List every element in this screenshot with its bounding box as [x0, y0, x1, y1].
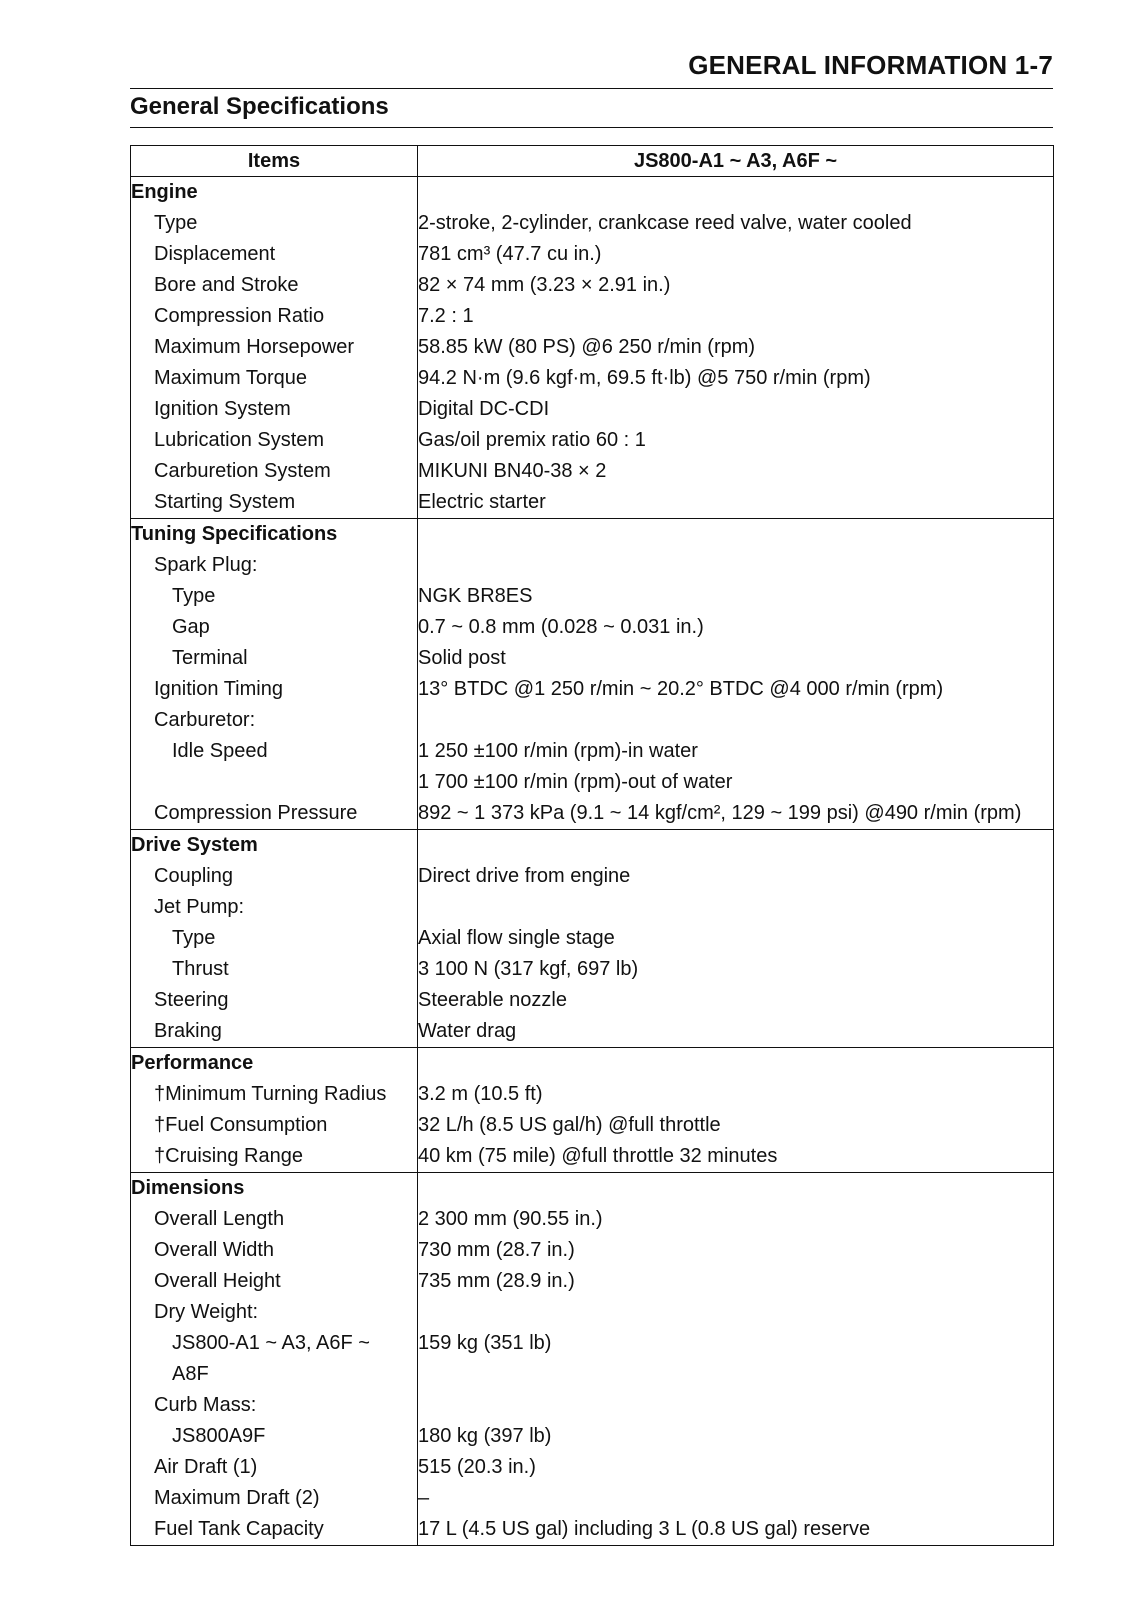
spec-label: Coupling [131, 861, 418, 892]
table-row [131, 1514, 1054, 1546]
spec-label: Overall Length [131, 1204, 418, 1235]
table-row [131, 425, 1054, 456]
spec-label: Braking [131, 1016, 418, 1048]
spec-label: Type [131, 208, 418, 239]
spec-value: MIKUNI BN40-38 × 2 [418, 456, 1054, 487]
spec-value: 0.7 ~ 0.8 mm (0.028 ~ 0.031 in.) [418, 612, 1054, 643]
spec-label: Maximum Torque [131, 363, 418, 394]
table-row [131, 1141, 1054, 1173]
table-row [131, 1297, 1054, 1328]
column-header-model: JS800-A1 ~ A3, A6F ~ [418, 146, 1054, 177]
spec-label [131, 1328, 418, 1390]
table-row [131, 363, 1054, 394]
spec-label: Curb Mass: [131, 1390, 418, 1421]
spec-label: Compression Pressure [131, 798, 418, 830]
spec-value: 2-stroke, 2-cylinder, crankcase reed valve, water cooled [418, 208, 1054, 239]
spec-label: Compression Ratio [131, 301, 418, 332]
spec-label: Fuel Tank Capacity [131, 1514, 418, 1546]
spec-label: JS800A9F [131, 1421, 418, 1452]
spec-value: – [418, 1483, 1054, 1514]
table-row [131, 270, 1054, 301]
table-row [131, 1483, 1054, 1514]
spec-value: Electric starter [418, 487, 1054, 519]
spec-label: †Minimum Turning Radius [131, 1079, 418, 1110]
table-row [131, 1452, 1054, 1483]
performance-section [131, 1048, 1054, 1173]
table-row [131, 1266, 1054, 1297]
table-row [131, 1048, 1054, 1080]
spec-value: 7.2 : 1 [418, 301, 1054, 332]
spec-value: 40 km (75 mile) @full throttle 32 minutes [418, 1141, 1054, 1173]
table-row [131, 519, 1054, 551]
table-row [131, 1328, 1054, 1390]
spec-label: Bore and Stroke [131, 270, 418, 301]
idle-in-water: 1 250 ±100 r/min (rpm)-in water [418, 740, 698, 762]
spec-label: Ignition System [131, 394, 418, 425]
header-rule [130, 88, 1053, 89]
spec-label: Maximum Draft (2) [131, 1483, 418, 1514]
table-row [131, 208, 1054, 239]
spec-label: Maximum Horsepower [131, 332, 418, 363]
category-label: Dimensions [131, 1173, 418, 1205]
table-row [131, 239, 1054, 270]
spec-label: Carburetor: [131, 705, 418, 736]
table-row [131, 674, 1054, 705]
spec-value: Gas/oil premix ratio 60 : 1 [418, 425, 1054, 456]
category-label: Drive System [131, 830, 418, 862]
spec-label: Lubrication System [131, 425, 418, 456]
spec-value: 13° BTDC @1 250 r/min ~ 20.2° BTDC @4 000 r/min (rpm) [418, 674, 1054, 705]
table-row [131, 1421, 1054, 1452]
spec-value: 32 L/h (8.5 US gal/h) @full throttle [418, 1110, 1054, 1141]
spec-label: Type [131, 581, 418, 612]
spec-value: 3 100 N (317 kgf, 697 lb) [418, 954, 1054, 985]
spec-value: 82 × 74 mm (3.23 × 2.91 in.) [418, 270, 1054, 301]
specifications-table [130, 145, 1054, 1546]
dimensions-section [131, 1173, 1054, 1546]
spec-value: Direct drive from engine [418, 861, 1054, 892]
spec-label: Overall Height [131, 1266, 418, 1297]
category-label: Engine [131, 177, 418, 209]
idle-out-water: 1 700 ±100 r/min (rpm)-out of water [418, 771, 733, 793]
table-row [131, 954, 1054, 985]
table-row [131, 612, 1054, 643]
spec-value: 94.2 N·m (9.6 kgf·m, 69.5 ft·lb) @5 750 r/min (rpm) [418, 363, 1054, 394]
spec-value: 3.2 m (10.5 ft) [418, 1079, 1054, 1110]
spec-label: Carburetion System [131, 456, 418, 487]
spec-value: 180 kg (397 lb) [418, 1421, 1054, 1452]
table-row [131, 985, 1054, 1016]
spec-label: Displacement [131, 239, 418, 270]
category-label: Tuning Specifications [131, 519, 418, 551]
table-header-row [131, 146, 1054, 177]
table-row [131, 456, 1054, 487]
table-row [131, 830, 1054, 862]
engine-section [131, 177, 1054, 519]
spec-label: Gap [131, 612, 418, 643]
table-row [131, 301, 1054, 332]
table-row [131, 394, 1054, 425]
dry-weight-model-line2: A8F [172, 1363, 209, 1385]
table-row [131, 1079, 1054, 1110]
page-header: GENERAL INFORMATION 1-7 [688, 50, 1053, 80]
dry-weight-model-line1: JS800-A1 ~ A3, A6F ~ [172, 1332, 370, 1354]
spec-value: Axial flow single stage [418, 923, 1054, 954]
spec-value [418, 736, 1054, 798]
spec-value: 159 kg (351 lb) [418, 1328, 1054, 1390]
spec-label: Overall Width [131, 1235, 418, 1266]
spec-label: Starting System [131, 487, 418, 519]
spec-value: Water drag [418, 1016, 1054, 1048]
table-row [131, 1016, 1054, 1048]
spec-label: Spark Plug: [131, 550, 418, 581]
spec-value: 781 cm³ (47.7 cu in.) [418, 239, 1054, 270]
spec-value: Solid post [418, 643, 1054, 674]
table-row [131, 892, 1054, 923]
table-row [131, 581, 1054, 612]
spec-label: †Fuel Consumption [131, 1110, 418, 1141]
spec-label: Idle Speed [131, 736, 418, 798]
table-row [131, 705, 1054, 736]
table-row [131, 1204, 1054, 1235]
table-row [131, 643, 1054, 674]
table-row [131, 332, 1054, 363]
table-row [131, 177, 1054, 209]
spec-value: NGK BR8ES [418, 581, 1054, 612]
table-row [131, 923, 1054, 954]
spec-value: 730 mm (28.7 in.) [418, 1235, 1054, 1266]
spec-label: Terminal [131, 643, 418, 674]
table-row [131, 861, 1054, 892]
tuning-section [131, 519, 1054, 830]
spec-value: 17 L (4.5 US gal) including 3 L (0.8 US gal) reserve [418, 1514, 1054, 1546]
drive-section [131, 830, 1054, 1048]
spec-label: Thrust [131, 954, 418, 985]
table-row [131, 736, 1054, 798]
table-row [131, 550, 1054, 581]
spec-label: Jet Pump: [131, 892, 418, 923]
table-row [131, 1235, 1054, 1266]
category-label: Performance [131, 1048, 418, 1080]
table-row [131, 1390, 1054, 1421]
spec-label: Type [131, 923, 418, 954]
table-row [131, 487, 1054, 519]
spec-value: 515 (20.3 in.) [418, 1452, 1054, 1483]
spec-label: Ignition Timing [131, 674, 418, 705]
spec-label: Air Draft (1) [131, 1452, 418, 1483]
spec-value: Steerable nozzle [418, 985, 1054, 1016]
spec-value: Digital DC-CDI [418, 394, 1054, 425]
section-title: General Specifications [130, 93, 389, 120]
spec-value: 2 300 mm (90.55 in.) [418, 1204, 1054, 1235]
spec-label: †Cruising Range [131, 1141, 418, 1173]
title-rule [130, 127, 1053, 128]
table-row [131, 1173, 1054, 1205]
spec-label: Dry Weight: [131, 1297, 418, 1328]
column-header-items: Items [131, 146, 418, 177]
spec-label: Steering [131, 985, 418, 1016]
spec-value: 58.85 kW (80 PS) @6 250 r/min (rpm) [418, 332, 1054, 363]
table-row [131, 798, 1054, 830]
spec-value: 892 ~ 1 373 kPa (9.1 ~ 14 kgf/cm², 129 ~ 199 psi) @490 r/min (rpm) [418, 798, 1054, 830]
table-row [131, 1110, 1054, 1141]
spec-value: 735 mm (28.9 in.) [418, 1266, 1054, 1297]
